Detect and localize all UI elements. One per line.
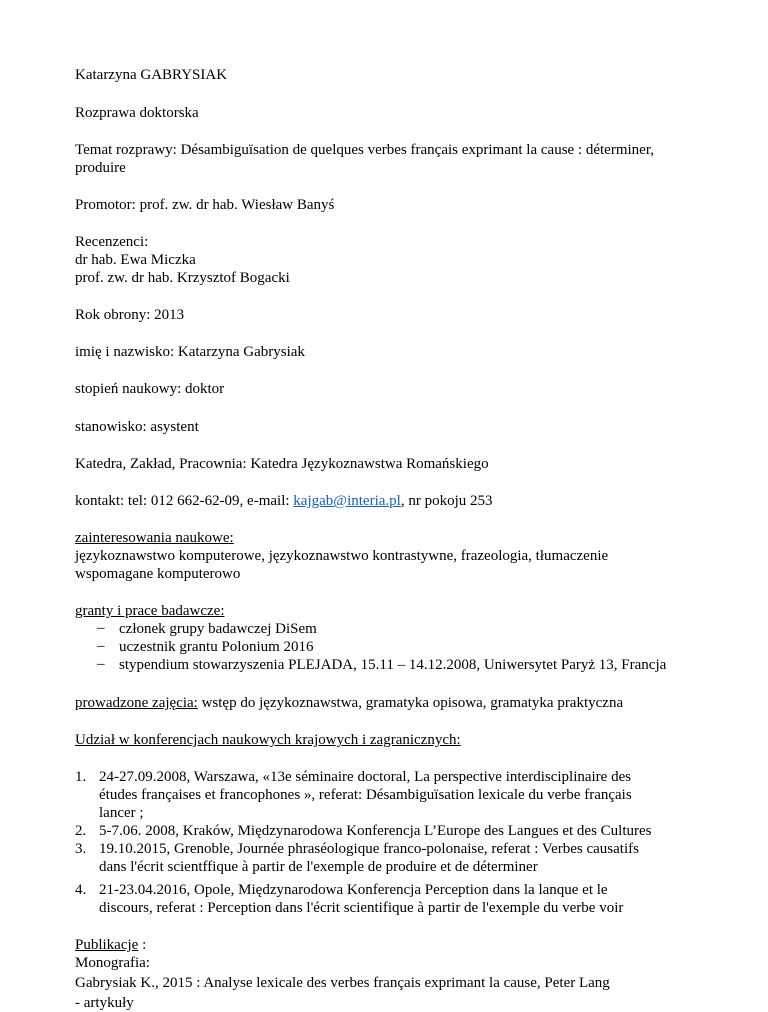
list-number: 2. [75,823,87,839]
grant-text: stypendium stowarzyszenia PLEJADA, 15.11 – 14.12.2008, Uniwersytet Paryż 13, Francja [119,657,667,673]
interests-line2: wspomagane komputerowo [75,566,241,582]
contact-suffix: , nr pokoju 253 [400,493,493,509]
classes-line [75,694,623,712]
conferences-heading: Udział w konferencjach naukowych krajowych i zagranicznych: [75,732,461,748]
reviewer-2: prof. zw. dr hab. Krzysztof Bogacki [75,270,290,286]
thesis-topic-line2: produire [75,160,126,176]
interests-heading: zainteresowania naukowe: [75,530,234,546]
interests-line1: językoznawstwo komputerowe, językoznawstwo kontrastywne, frazeologia, tłumaczenie [75,548,609,564]
reviewer-1: dr hab. Ewa Miczka [75,252,196,268]
promotor: Promotor: prof. zw. dr hab. Wiesław Banyś [75,197,335,213]
conference-text: 24-27.09.2008, Warszawa, «13e séminaire doctoral, La perspective interdisciplinaire des [99,769,632,785]
name-line: imię i nazwisko: Katarzyna Gabrysiak [75,344,305,360]
conference-text: 5-7.06. 2008, Kraków, Międzynarodowa Konferencja L’Europe des Langues et des Cultures [99,823,652,839]
publications-heading: Publikacje : [75,937,147,953]
thesis-topic-text: Désambiguïsation de quelques verbes français exprimant la cause : déterminer, [180,142,654,158]
conference-text: discours, referat : Perception dans l'écrit scientifique à partir de l'exemple du verbe voir [99,900,624,916]
defense-year: Rok obrony: 2013 [75,307,185,323]
conference-text: lancer ; [99,805,144,821]
bullet-dash: – [97,638,105,654]
document-type: Rozprawa doktorska [75,105,199,121]
conference-text: études françaises et francophones », referat: Désambiguïsation lexicale du verbe français [99,787,632,803]
conference-text: 21-23.04.2016, Opole, Międzynarodowa Konferencja Perception dans la lanque et le [99,882,608,898]
bullet-dash: – [97,656,105,672]
conference-text: 19.10.2015, Grenoble, Journée phraséologique franco-polonaise, referat : Verbes causatifs [99,841,639,857]
position: stanowisko: asystent [75,419,199,435]
grants-heading: granty i prace badawcze: [75,603,225,619]
monograph-label: Monografia: [75,955,150,971]
contact-prefix: kontakt: tel: 012 662-62-09, e-mail: [75,493,294,509]
bullet-dash: – [97,620,105,636]
reviewers-label: Recenzenci: [75,234,149,250]
grant-text: uczestnik grantu Polonium 2016 [119,639,314,655]
list-number: 1. [75,769,87,785]
conference-text: dans l'écrit scientffique à partir de l'exemple de produire et de déterminer [99,859,538,875]
author-name: Katarzyna GABRYSIAK [75,67,228,83]
grant-text: członek grupy badawczej DiSem [119,621,317,637]
thesis-topic-label: Temat rozprawy: [75,142,177,158]
academic-degree: stopień naukowy: doktor [75,381,225,397]
articles-label: - artykuły [75,995,134,1011]
contact-line [75,492,493,510]
monograph-entry: Gabrysiak K., 2015 : Analyse lexicale des verbes français exprimant la cause, Peter Lang [75,975,610,991]
list-number: 3. [75,841,87,857]
list-number: 4. [75,882,87,898]
classes-label: prowadzone zajęcia: [75,695,198,711]
classes-text: wstęp do językoznawstwa, gramatyka opisowa, gramatyka praktyczna [197,695,624,711]
email-link[interactable]: kajgab@interia.pl [293,493,401,509]
thesis-topic-line1 [75,141,654,159]
department: Katedra, Zakład, Pracownia: Katedra Językoznawstwa Romańskiego [75,456,489,472]
